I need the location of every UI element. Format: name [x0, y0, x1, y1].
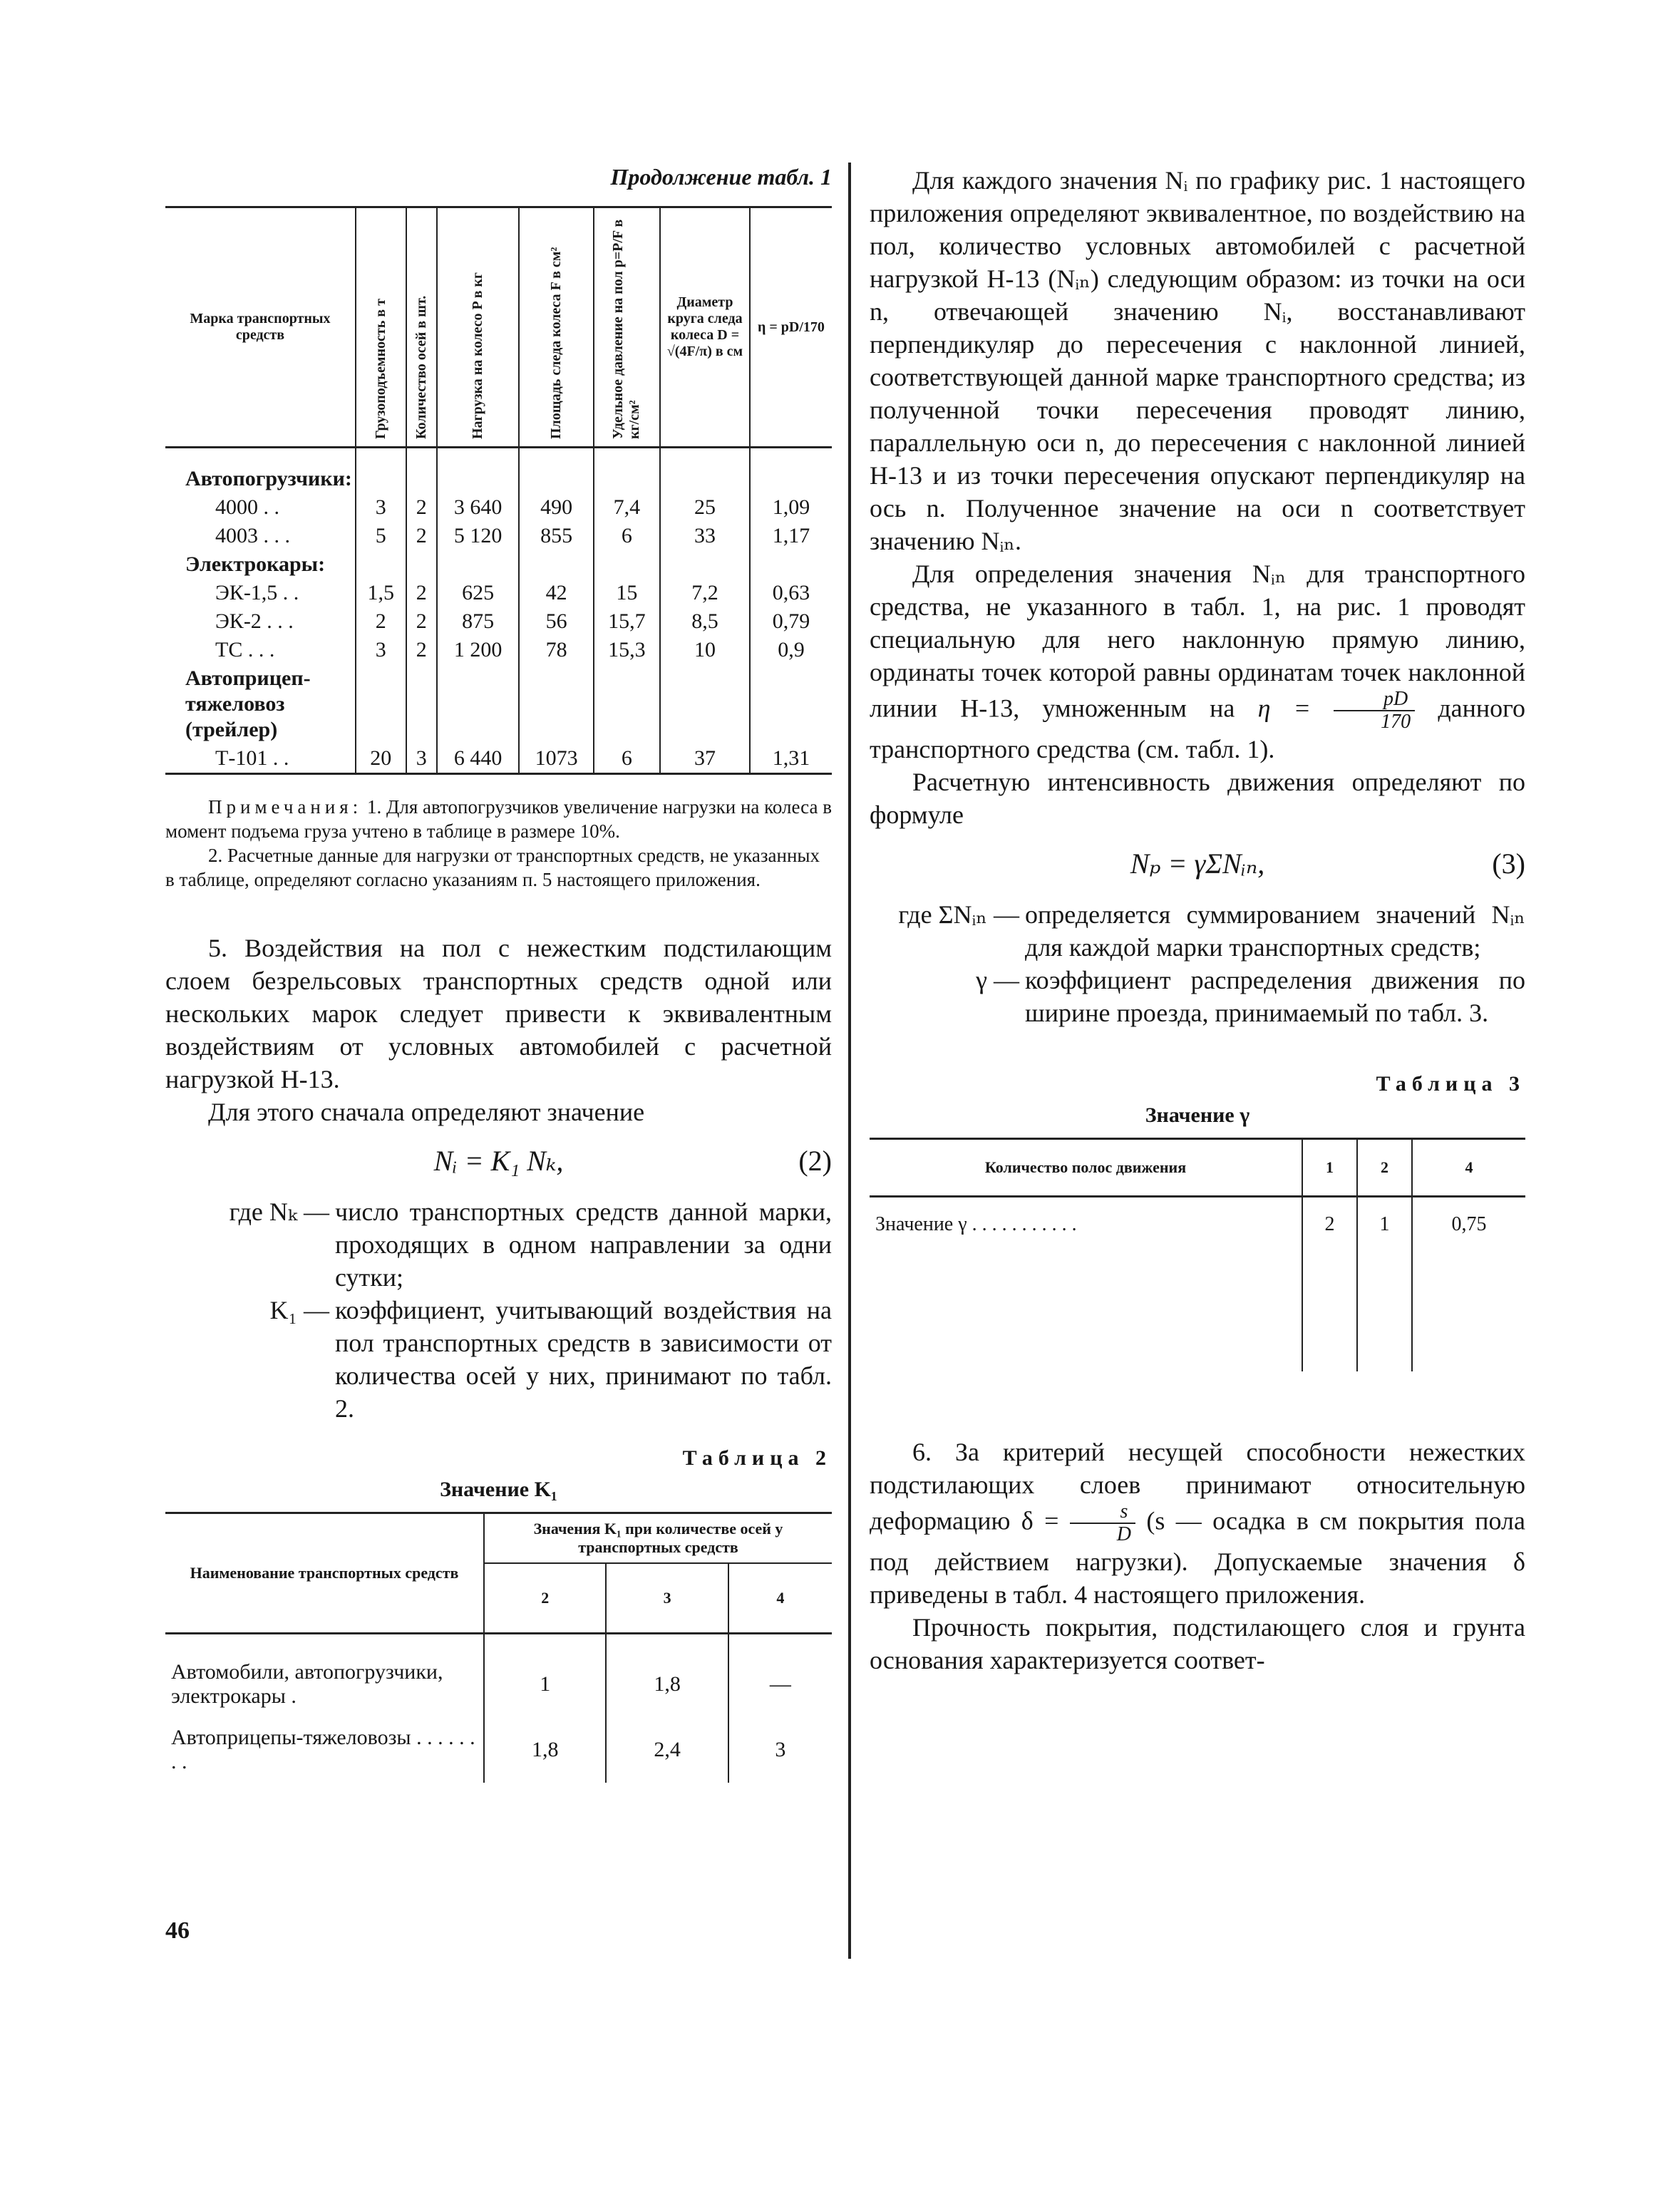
- table-2-header-axles-4: 4: [728, 1563, 832, 1634]
- definition-body-k1: коэффициент, учитывающий воздействия на пол транспортных средств в зависимости от количества осей у них, принимают по табл. 2.: [335, 1295, 832, 1423]
- eta-symbol: η =: [1257, 694, 1311, 723]
- table-3-header-lane-1: 1: [1302, 1139, 1357, 1197]
- table-row: Автоприцеп-тяжеловоз (трейлер): [165, 664, 832, 744]
- paragraph-6: 6. За критерий несущей способности нежестких подстилающих слоев принимают относительную деформацию δ = $\frac{s}{D}$ (s — осадка в см покрытия пола под действием нагрузки). Допускаемые значения δ приведены в табл. 4 настоящего приложения.: [870, 1438, 1525, 1609]
- delta-fraction: $\frac{s}{D}$: [1070, 1501, 1135, 1545]
- table-3-header-lane-4: 4: [1412, 1139, 1525, 1197]
- table-3: [870, 1138, 1525, 1371]
- table-1-header-axles: Количество осей в шт.: [406, 207, 437, 448]
- table-row: Автоприцепы-тяжеловозы . . . . . . . . 1,8 2,4 3: [165, 1717, 832, 1783]
- formula-3-number: (3): [1492, 848, 1525, 880]
- table-2-header-name: Наименование транспортных средств: [190, 1563, 459, 1582]
- table-row: Автопогрузчики:: [165, 465, 832, 493]
- note-2: 2. Расчетные данные для нагрузки от транспортных средств, не указанных в таблице, определяют согласно указаниям п. 5 настоящего приложения.: [165, 844, 820, 890]
- left-column: [165, 164, 832, 1783]
- table-1: [165, 206, 832, 775]
- formula-2-definitions: [165, 1195, 832, 1425]
- definition-term-k1: K₁ —: [269, 1295, 329, 1324]
- note-1: 1. Для автопогрузчиков увеличение нагрузки на колеса в момент подъема груза учтено в таблице в размере 10%.: [165, 795, 832, 842]
- table-1-header-pressure: Удельное давление на пол p=P/F в кг/см²: [594, 207, 660, 448]
- table-2-header-group: Значения K₁ при количестве осей у транспортных средств: [484, 1513, 832, 1563]
- table-3-caption: Таблица 3: [1376, 1072, 1525, 1096]
- formula-2-number: (2): [798, 1144, 832, 1177]
- notes-label: Примечания:: [208, 795, 363, 818]
- definition-body-gamma: коэффициент распределения движения по ширине проезда, принимаемый по табл. 3.: [1025, 966, 1525, 1027]
- table-row: 4000 . . 3 2 3 640 490 7,4 25 1,09: [165, 493, 832, 522]
- table-row: 4003 . . . 5 2 5 120 855 6 33 1,17: [165, 522, 832, 550]
- definition-term-gamma: γ —: [976, 966, 1019, 994]
- table-2-title: Значение K₁: [440, 1477, 557, 1501]
- table-1-header-area: Площадь следа колеса F в см²: [519, 207, 593, 448]
- table-3-title: Значение γ: [1145, 1103, 1250, 1127]
- paragraph-strength: Прочность покрытия, подстилающего слоя и грунта основания характеризуется соответ-: [870, 1613, 1525, 1674]
- paragraph-traffic-intensity: Расчетную интенсивность движения определяют по формуле: [870, 768, 1525, 829]
- table-2: [165, 1512, 832, 1783]
- table-2-caption: Таблица 2: [682, 1446, 832, 1470]
- table-1-header-diameter: Диаметр круга следа колеса D = √(4F/π) в см: [660, 207, 750, 448]
- table-1-header-row: [165, 207, 832, 448]
- paragraph-graph-method: Для каждого значения Nᵢ по графику рис. 1 настоящего приложения определяют эквивалентное, по воздействию на пол, количество условных автомобилей с расчетной нагрузкой Н-13 (Nᵢₙ) следующим образом: из точки на оси n, отвечающей значению Nᵢ, восстанавливают перпендикуляр до пересечения с наклонной линией, соответствующей данной марке транспортного средства; из полученной точки пересечения проводят линию, параллельную оси n, до пересечения с наклонной линией Н-13 и из точки пересечения опускают перпендикуляр на ось n. Полученное значение на оси n соответствует значению Nᵢₙ.: [870, 166, 1525, 555]
- formula-3: [870, 847, 1525, 882]
- formula-2: [165, 1144, 832, 1180]
- table-3-header-lane-2: 2: [1357, 1139, 1412, 1197]
- paragraph-5: 5. Воздействия на пол с нежестким подстилающим слоем безрельсовых транспортных средств одной или нескольких марок следует привести к эквивалентным воздействиям от условных автомобилей с расчетной нагрузкой Н-13.: [165, 933, 832, 1093]
- formula-3-definitions: [870, 898, 1525, 1029]
- table-continuation-label: Продолжение табл. 1: [610, 164, 832, 190]
- table-row: Автомобили, автопогрузчики, электрокары . 1 1,8 —: [165, 1652, 832, 1717]
- right-column: [870, 164, 1525, 1676]
- table-row: ТС . . . 3 2 1 200 78 15,3 10 0,9: [165, 636, 832, 664]
- table-row: Электрокары:: [165, 550, 832, 579]
- table-1-header-eta: η = pD/170: [750, 207, 832, 448]
- table-3-row-label: Значение γ . . . . . . . . . . .: [875, 1213, 1077, 1235]
- formula-3-expression: Nₚ = γΣNᵢₙ,: [1130, 848, 1265, 880]
- table-1-notes: [165, 795, 832, 892]
- table-1-header-load: Нагрузка на колесо P в кг: [437, 207, 520, 448]
- table-3-header-lanes: Количество полос движения: [984, 1158, 1187, 1176]
- table-row: Т-101 . . 20 3 6 440 1073 6 37 1,31: [165, 744, 832, 774]
- table-row: Значение γ . . . . . . . . . . . 2 1 0,75: [870, 1197, 1525, 1372]
- paragraph-first-determine: Для этого сначала определяют значение: [208, 1097, 645, 1126]
- definition-term-nk: где Nₖ —: [229, 1197, 329, 1226]
- formula-2-expression: Nᵢ = K₁ Nₖ,: [433, 1144, 564, 1177]
- column-divider: [848, 163, 851, 1959]
- table-1-header-brand: Марка транспортных средств: [190, 311, 331, 343]
- table-2-header-axles-3: 3: [606, 1563, 728, 1634]
- table-row: ЭК-1,5 . . 1,5 2 625 42 15 7,2 0,63: [165, 579, 832, 607]
- table-1-header-capacity: Грузоподъемность в т: [356, 207, 406, 448]
- definition-body-sum: определяется суммированием значений Nᵢₙ для каждой марки транспортных средств;: [1025, 900, 1525, 962]
- table-2-header-axles-2: 2: [484, 1563, 606, 1634]
- eta-fraction: $\frac{pD}{170}$: [1334, 689, 1415, 733]
- page-number: 46: [165, 1917, 190, 1944]
- paragraph-unlisted-vehicle: Для определения значения Nᵢₙ для транспортного средства, не указанного в табл. 1, на рис. 1 проводят специальную для него наклонную прямую линию, ординаты точек которой равны ординатам точек наклонной линии Н-13, умноженным на η = $\frac{pD}{170}$ данного транспортного средства (см. табл. 1).: [870, 560, 1526, 763]
- table-row: ЭК-2 . . . 2 2 875 56 15,7 8,5 0,79: [165, 607, 832, 636]
- definition-body-nk: число транспортных средств данной марки, проходящих в одном направлении за одни сутки;: [335, 1197, 832, 1292]
- definition-term-sum: где ΣNᵢₙ —: [898, 900, 1019, 929]
